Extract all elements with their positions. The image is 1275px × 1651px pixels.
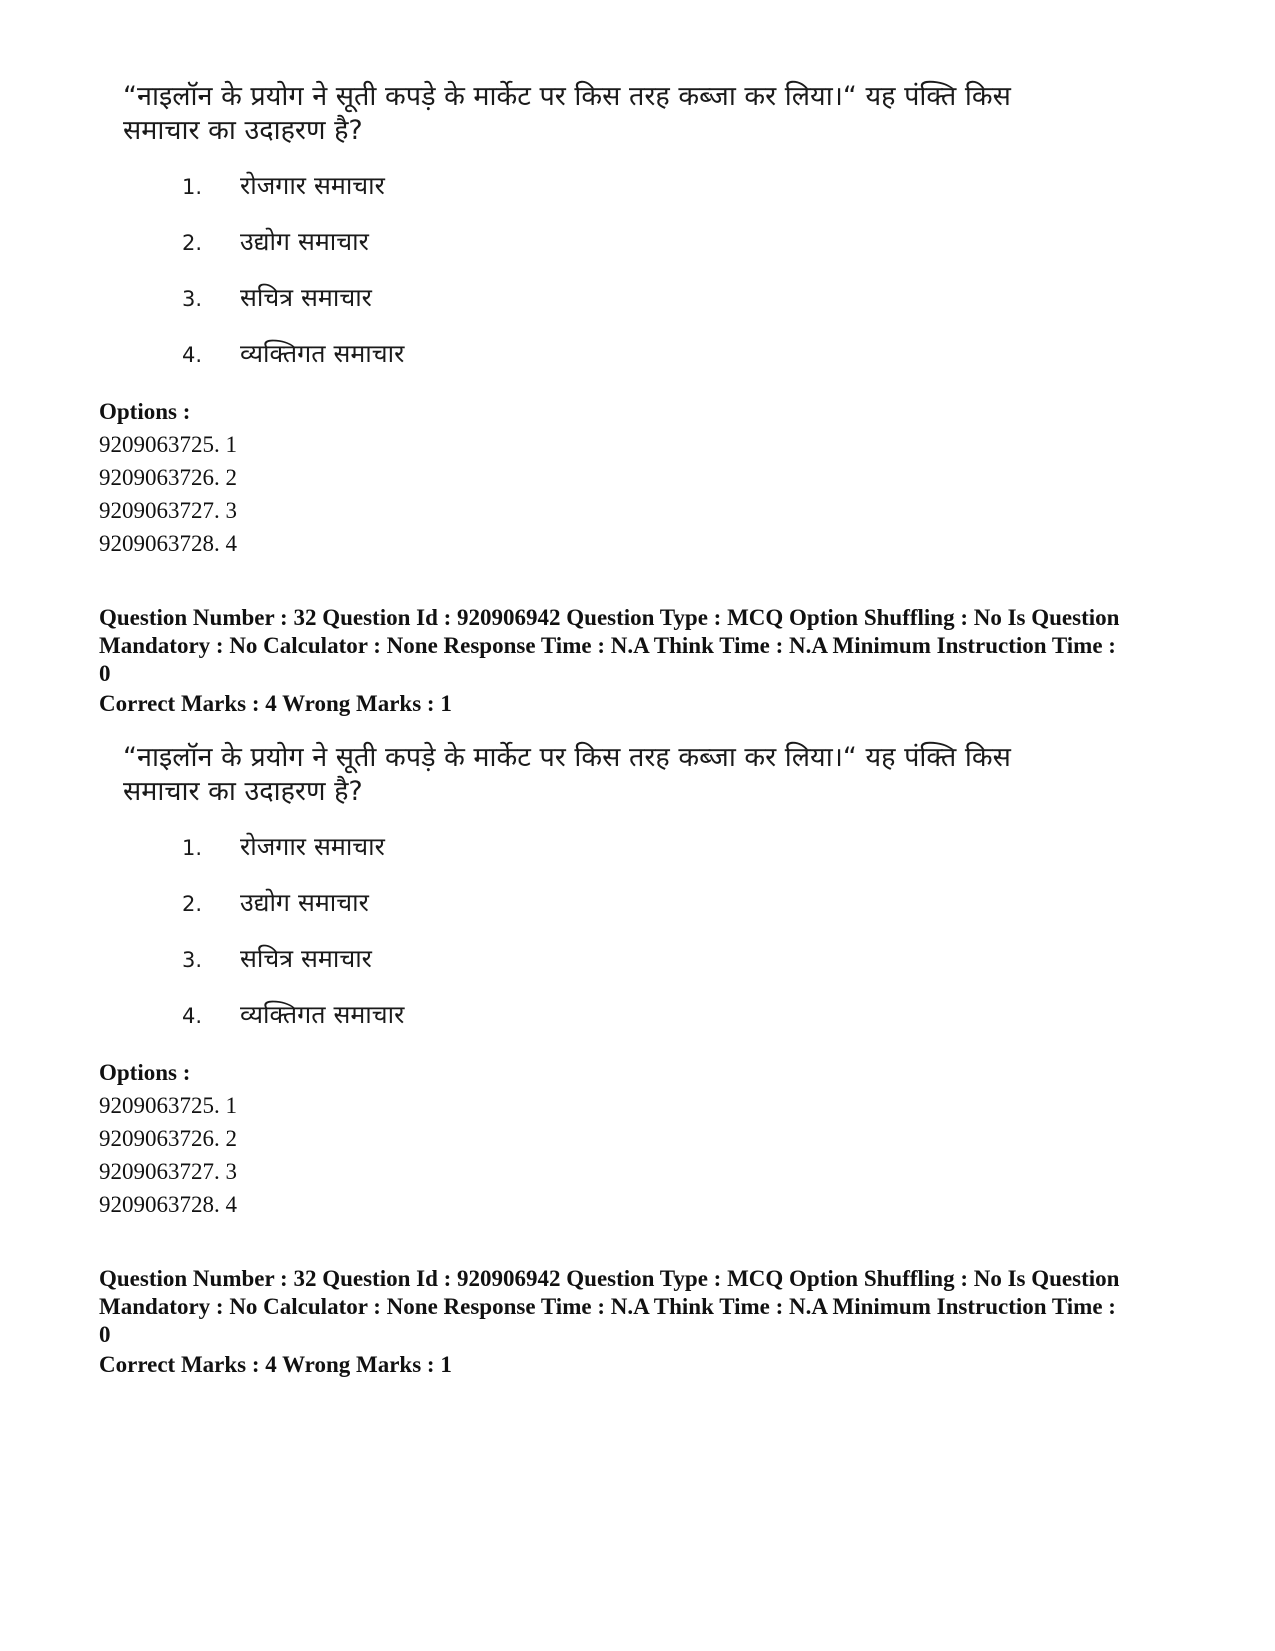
choice-text: रोजगार समाचार [240,832,385,861]
choice-item [182,168,385,208]
option-line: 9209063727. 3 [99,1159,237,1184]
choice-text: उद्योग समाचार [240,227,369,256]
choice-text: सचित्र समाचार [240,944,372,973]
question-meta: Question Number : 32 Question Id : 920906942 Question Type : MCQ Option Shuffling : No Is Question Mandatory : No Calculator : None Response Time : N.A Think Time : N.A Minimum Instruction Time : 0 [99,605,1120,686]
option-line: 9209063725. 1 [99,1093,237,1118]
option-line: 9209063726. 2 [99,465,237,490]
choice-item [182,336,404,376]
marks-line: Correct Marks : 4 Wrong Marks : 1 [99,1352,452,1377]
choice-number: 2. [182,231,203,255]
choice-item [182,224,369,264]
choice-item [182,280,372,320]
choice-number: 4. [182,1004,203,1028]
options-heading: Options : [99,1060,191,1085]
choice-number: 1. [182,175,203,199]
question-text: “नाइलॉन के प्रयोग ने सूती कपड़े के मार्केट पर किस तरह कब्जा कर लिया।“ यह पंक्ति किस समाचार का उदाहरण है? [123,81,1011,146]
choice-text: व्यक्तिगत समाचार [240,1000,405,1029]
choice-number: 1. [182,836,203,860]
question-meta: Question Number : 32 Question Id : 920906942 Question Type : MCQ Option Shuffling : No Is Question Mandatory : No Calculator : None Response Time : N.A Think Time : N.A Minimum Instruction Time : 0 [99,1266,1120,1347]
choice-number: 3. [182,948,203,972]
choice-number: 4. [182,343,203,367]
choice-text: रोजगार समाचार [240,171,385,200]
choice-item [182,941,372,981]
choice-number: 3. [182,287,203,311]
choice-item [182,997,404,1037]
marks-line: Correct Marks : 4 Wrong Marks : 1 [99,691,452,716]
option-line: 9209063727. 3 [99,498,237,523]
choice-number: 2. [182,892,203,916]
option-line: 9209063725. 1 [99,432,237,457]
option-line: 9209063726. 2 [99,1126,237,1151]
choice-text: सचित्र समाचार [240,283,372,312]
choice-text: व्यक्तिगत समाचार [240,339,405,368]
choice-text: उद्योग समाचार [240,888,369,917]
choice-item [182,829,385,869]
question-text: “नाइलॉन के प्रयोग ने सूती कपड़े के मार्केट पर किस तरह कब्जा कर लिया।“ यह पंक्ति किस समाचार का उदाहरण है? [123,742,1011,807]
option-line: 9209063728. 4 [99,531,237,556]
option-line: 9209063728. 4 [99,1192,237,1217]
choice-item [182,885,369,925]
options-heading: Options : [99,399,191,424]
